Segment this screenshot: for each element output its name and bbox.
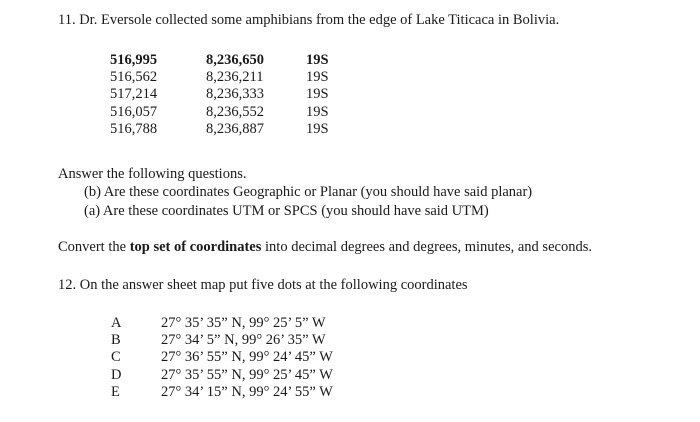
zone: 19S	[306, 69, 329, 86]
point-label: D	[111, 366, 122, 383]
zone: 19S	[306, 52, 329, 68]
point-coordinate: 27° 35’ 35” N, 99° 25’ 5” W	[161, 315, 326, 331]
point-label: B	[111, 332, 121, 349]
point-label: C	[111, 349, 121, 366]
point-coordinate: 27° 34’ 15” N, 99° 24’ 55” W	[161, 383, 333, 400]
answer-intro: Answer the following questions.	[58, 166, 247, 182]
easting: 517,214	[110, 86, 158, 103]
list-item	[108, 315, 333, 332]
easting: 516,995	[110, 52, 158, 68]
northing: 8,236,552	[206, 103, 264, 120]
convert-bold-phrase: top set of coordinates	[129, 239, 262, 255]
point-label: A	[111, 315, 122, 331]
northing: 8,236,211	[206, 69, 264, 86]
list-item	[108, 349, 333, 366]
convert-prefix: Convert the	[58, 239, 130, 255]
zone: 19S	[306, 103, 329, 120]
coordinate-row	[110, 104, 346, 121]
easting: 516,057	[110, 103, 158, 120]
point-coordinate: 27° 34’ 5” N, 99° 26’ 35” W	[161, 332, 326, 349]
question-a: (a) Are these coordinates UTM or SPCS (you should have said UTM)	[84, 203, 489, 219]
list-item	[108, 384, 333, 401]
point-coordinate: 27° 35’ 55” N, 99° 25’ 45” W	[161, 366, 333, 383]
convert-instruction	[58, 238, 592, 256]
question-11-title: 11. Dr. Eversole collected some amphibians from the edge of Lake Titicaca in Bolivia.	[58, 12, 560, 28]
utm-coordinates-table	[110, 52, 346, 138]
list-item	[108, 367, 333, 384]
northing: 8,236,887	[206, 120, 264, 137]
easting: 516,788	[110, 120, 158, 137]
coordinate-row	[110, 121, 346, 138]
northing: 8,236,650	[206, 52, 264, 68]
point-coordinate: 27° 36’ 55” N, 99° 24’ 45” W	[161, 349, 333, 366]
dot-coordinates-list	[108, 315, 333, 401]
coordinate-row	[110, 69, 346, 86]
point-label: E	[111, 383, 120, 400]
coordinate-row	[110, 52, 346, 69]
northing: 8,236,333	[206, 86, 264, 103]
question-12-title: 12. On the answer sheet map put five dots at the following coordinates	[58, 277, 468, 293]
zone: 19S	[306, 120, 329, 137]
convert-suffix: into decimal degrees and degrees, minutes, and seconds.	[261, 239, 592, 255]
zone: 19S	[306, 86, 329, 103]
easting: 516,562	[110, 69, 158, 86]
list-item	[108, 332, 333, 349]
coordinate-row	[110, 86, 346, 103]
question-b: (b) Are these coordinates Geographic or Planar (you should have said planar)	[84, 184, 533, 200]
